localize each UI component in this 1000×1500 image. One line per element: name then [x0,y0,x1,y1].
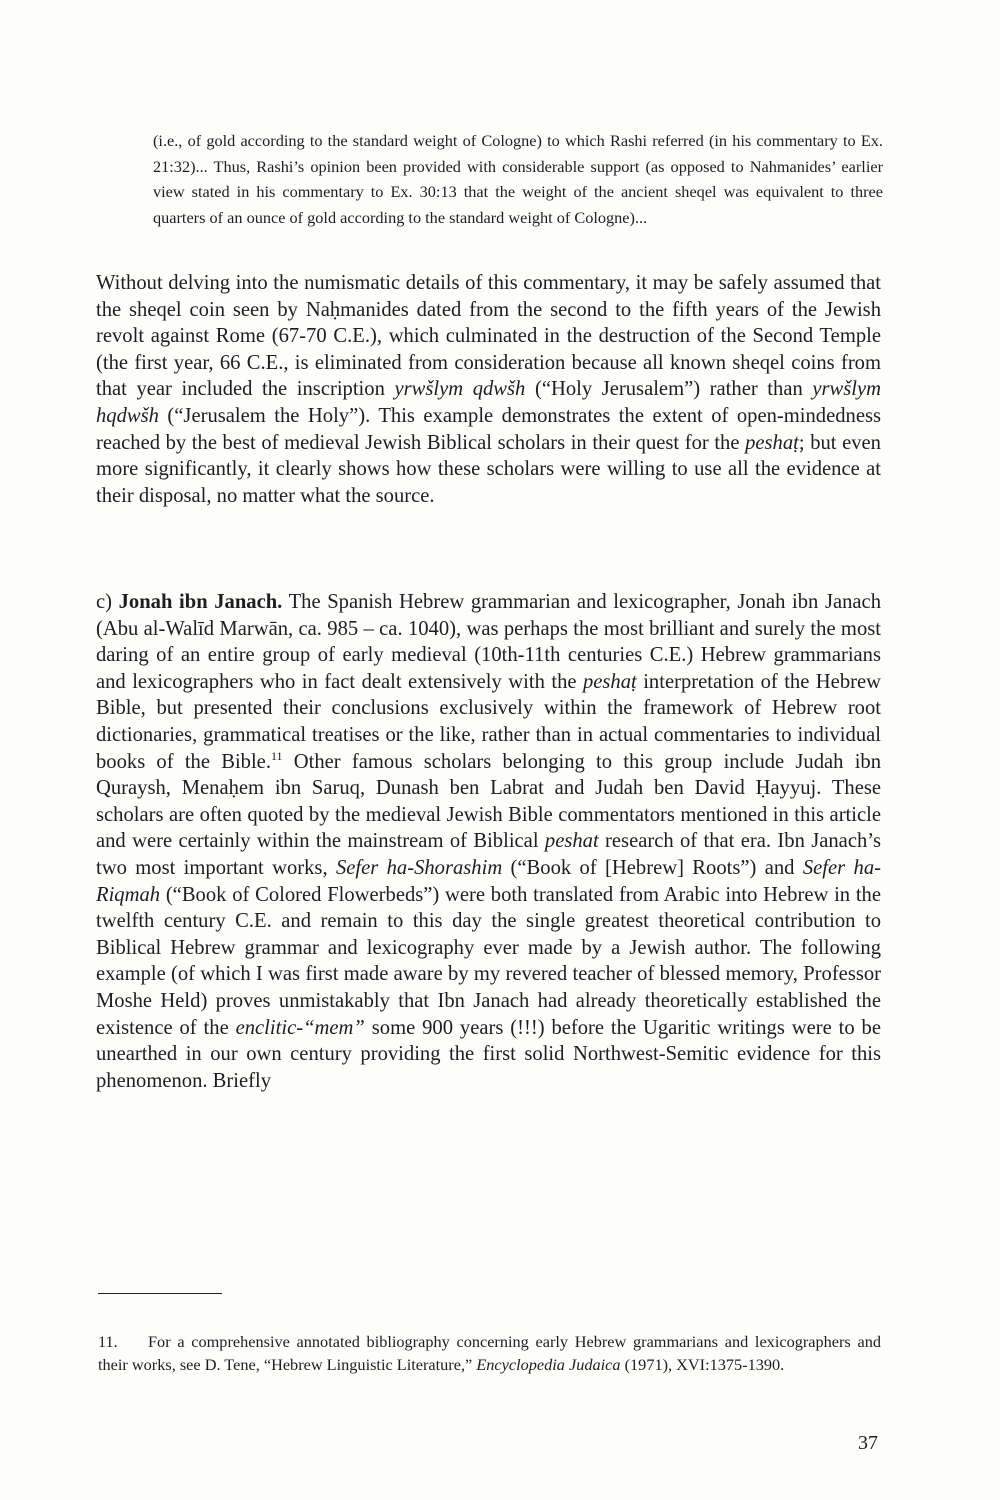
footnote-reference[interactable]: 11 [270,748,283,763]
para2-text-1: The Spanish Hebrew grammarian and lexicographer, Jonah ibn Janach (Abu al-Walīd Marwān, ca. 985 – ca. 1040), was perhaps the most brilliant and surely the most daring of an entire group of early medieval (10th-11th centuries C.E.) Hebrew grammarians and lexicographers who in fact dealt extensively with the [96,591,881,693]
para1-italic-2: yrwšlym hqdwšh [96,378,881,427]
page-number: 37 [858,1432,878,1454]
para1-text-4: ; but even more significantly, it clearly shows how these scholars were willing to use all the evidence at their disposal, no matter what the source. [96,431,881,507]
paragraph-nahmanides-sheqel [96,270,881,509]
para1-text-2: (“Holy Jerusalem”) rather than [525,378,813,401]
para2-text-7: some 900 years (!!!) before the Ugaritic writings were to be unearthed in our own century providing the first solid Northwest-Semitic evidence for this phenomenon. Briefly [96,1016,881,1092]
section-heading: Jonah ibn Janach. [118,591,283,613]
para1-text-3: (“Jerusalem the Holy”). This example demonstrates the extent of open-mindedness reached by the best of medieval Jewish Biblical scholars in their quest for the [96,404,881,454]
para2-text-4: research of that era. Ibn Janach’s two most important works, [96,830,881,879]
block-quote [153,128,883,230]
footnote-divider [98,1293,222,1294]
para2-text-5: (“Book of [Hebrew] Roots”) and [502,856,803,879]
footnote-text-2: (1971), XVI:1375-1390. [620,1355,785,1375]
para2-italic-5: enclitic-“mem” [235,1016,365,1039]
block-quote-text: (i.e., of gold according to the standard weight of Cologne) to which Rashi referred (in his commentary to Ex. 21:32)... Thus, Rashi’s opinion been provided with considerable support (as opposed to Nahmanides’ earlier view stated in his commentary to Ex. 30:13 that the weight of the ancient sheqel was equivalent to three quarters of an ounce of gold according to the standard weight of Cologne)... [153,131,883,227]
para2-italic-3: Sefer ha-Shorashim [335,856,503,879]
paragraph-jonah-ibn-janach [96,589,881,1094]
footnote-text-1: For a comprehensive annotated bibliography concerning early Hebrew grammarians and lexicographers and their works, see D. Tene, “Hebrew Linguistic Literature,” [98,1332,881,1375]
footnote-number: 11. [98,1332,118,1352]
para1-italic-3: peshaṭ [745,431,799,454]
para2-text-3: Other famous scholars belonging to this group include Judah ibn Quraysh, Menaḥem ibn Saruq, Dunash ben Labrat and Judah ben David Ḥayyuj. These scholars are often quoted by the medieval Jewish Bible commentators mentioned in this article and were certainly within the mainstream of Biblical [96,750,882,853]
footnote [98,1314,881,1393]
para2-text-2: interpretation of the Hebrew Bible, but presented their conclusions exclusively within the framework of Hebrew root dictionaries, grammatical treatises or the like, rather than in actual commentaries to individual books of the Bible. [96,670,881,773]
para1-italic-1: yrwšlym qdwšh [394,378,526,401]
para2-italic-1: peshaṭ [582,670,637,693]
para2-text-6: (“Book of Colored Flowerbeds”) were both translated from Arabic into Hebrew in the twelfth century C.E. and remain to this day the single greatest theoretical contribution to Biblical Hebrew grammar and lexicography ever made by a Jewish author. The following example (of which I was first made aware by my revered teacher of blessed memory, Professor Moshe Held) proves unmistakably that Ibn Janach had already theoretically established the existence of the [96,883,881,1039]
para1-text-1: Without delving into the numismatic details of this commentary, it may be safely assumed that the sheqel coin seen by Naḥmanides dated from the second to the fifth years of the Jewish revolt against Rome (67-70 C.E.), which culminated in the destruction of the Second Temple (the first year, 66 C.E., is eliminated from consideration because all known sheqel coins from that year included the inscription [96,272,881,401]
para2-italic-4: Sefer ha-Riqmah [96,856,881,906]
para2-italic-2: peshat [544,830,599,853]
footnote-italic-1: Encyclopedia Judaica [476,1355,621,1375]
section-prefix: c) [96,591,119,613]
